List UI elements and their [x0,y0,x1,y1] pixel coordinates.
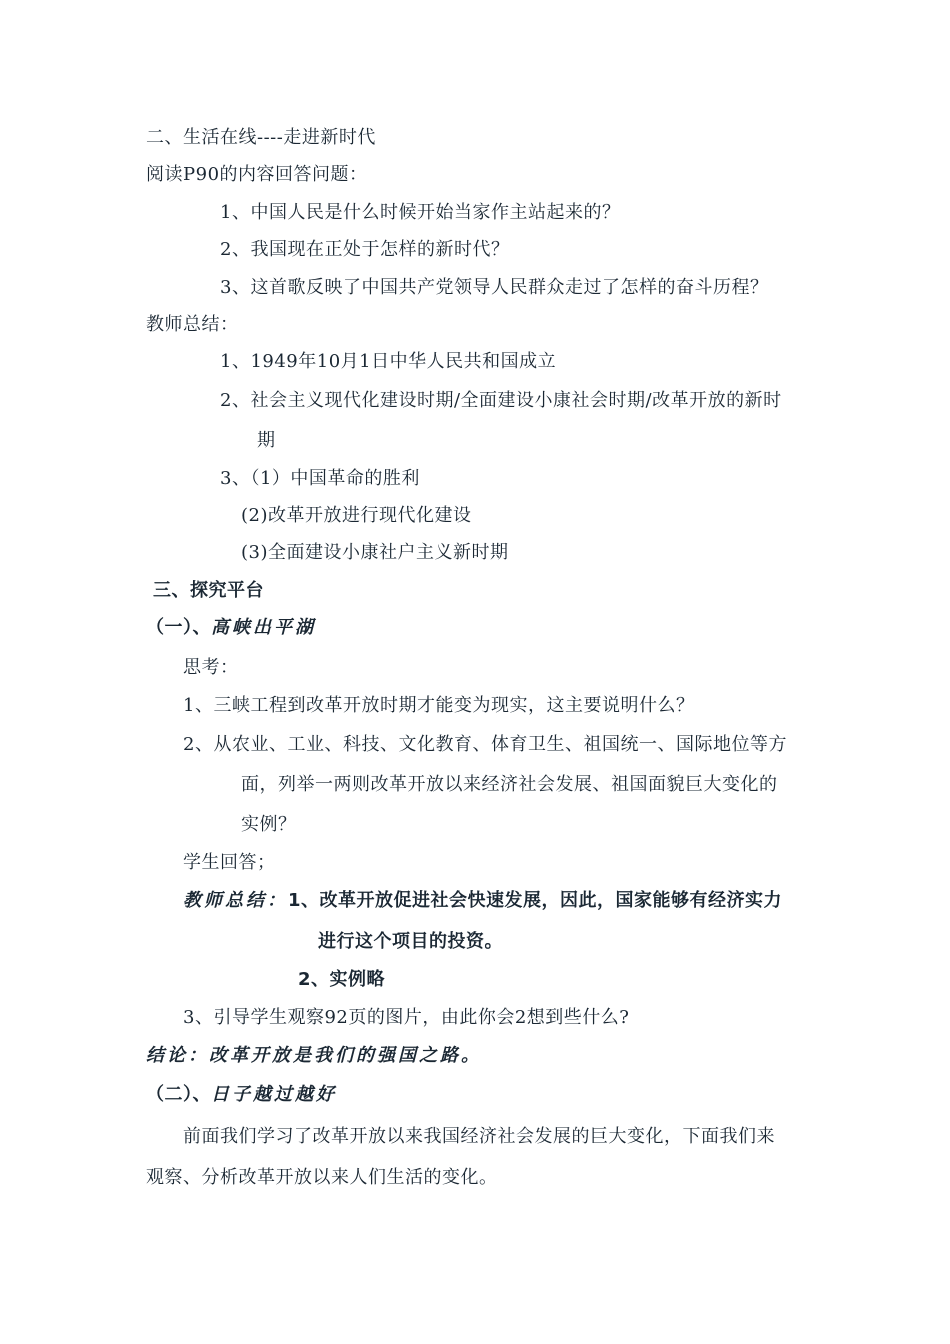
question-1: 1、中国人民是什么时候开始当家作主站起来的？ [220,202,621,223]
answer-3-line-3: (3)全面建设小康社户主义新时期 [241,542,509,563]
teacher-summary-line-3: 2、实例略 [298,969,386,990]
paragraph-line-2: 观察、分析改革开放以来人们生活的变化。 [146,1167,498,1188]
teacher-summary-line-2: 进行这个项目的投资。 [318,931,503,952]
think-question-2-line-3: 实例？ [241,814,297,835]
paragraph-line-1: 前面我们学习了改革开放以来我国经济社会发展的巨大变化，下面我们来 [183,1126,775,1147]
part-1-title: 高峡出平湖 [211,617,316,638]
think-question-2-line-2: 面，列举一两则改革开放以来经济社会发展、祖国面貌巨大变化的 [241,774,778,795]
part-2-title: 日子越过越好 [211,1084,337,1105]
section-heading-3: 三、探究平台 [153,580,264,601]
conclusion: 结论：改革开放是我们的强国之路。 [146,1045,482,1066]
teacher-summary-label: 教师总结： [146,314,239,335]
think-question-2-line-1: 2、从农业、工业、科技、文化教育、体育卫生、祖国统一、国际地位等方 [183,734,787,755]
reading-prompt: 阅读P90的内容回答问题： [146,164,368,185]
question-2: 2、我国现在正处于怎样的新时代？ [220,239,510,260]
answer-1: 1、1949年10月1日中华人民共和国成立 [220,351,557,372]
teacher-summary-block [183,889,782,913]
question-3: 3、这首歌反映了中国共产党领导人民群众走过了怎样的奋斗历程？ [220,277,769,298]
teacher-summary-line-1: 1、改革开放促进社会快速发展，因此，国家能够有经济实力 [288,890,783,911]
part-1-heading [146,616,316,640]
answer-3-line-2: (2)改革开放进行现代化建设 [241,505,472,526]
section-heading-2: 二、生活在线----走进新时代 [146,127,376,148]
think-label: 思考： [183,657,239,678]
part-2-heading [146,1083,337,1107]
part-1-prefix: （一）、 [146,617,211,638]
think-question-3: 3、引导学生观察92页的图片，由此你会2想到些什么? [183,1007,630,1028]
think-question-1: 1、三峡工程到改革开放时期才能变为现实，这主要说明什么？ [183,695,695,716]
student-answer-label: 学生回答； [183,852,276,873]
part-2-prefix: （二）、 [146,1084,211,1105]
teacher-summary-label-2: 教师总结： [183,890,288,911]
answer-2-line-1: 2、社会主义现代化建设时期/全面建设小康社会时期/改革开放的新时 [220,390,782,411]
answer-3-line-1: 3、（1）中国革命的胜利 [220,468,420,489]
answer-2-line-2: 期 [257,430,276,451]
